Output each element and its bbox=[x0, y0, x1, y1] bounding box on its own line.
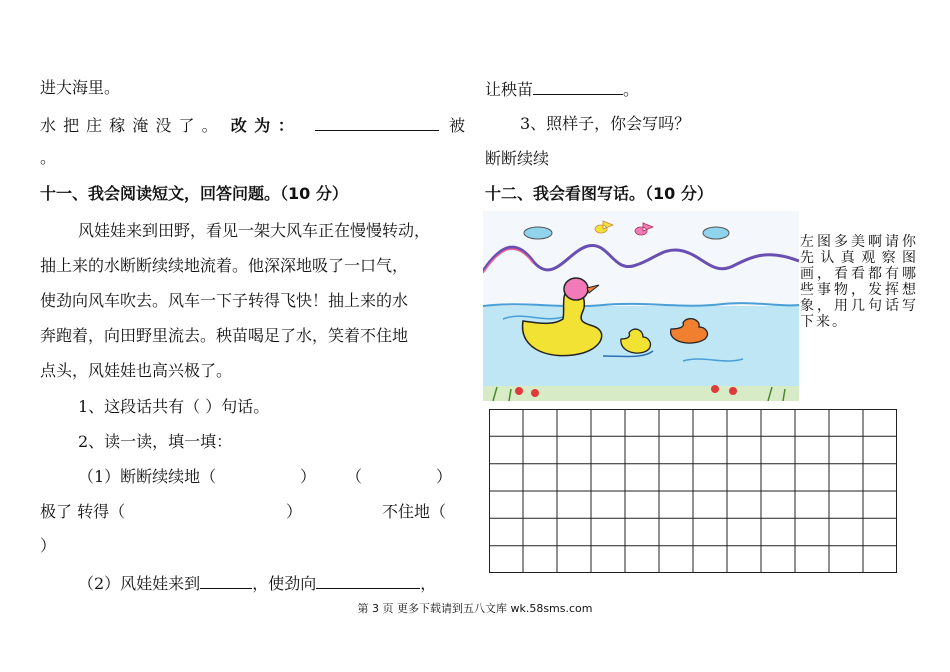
paren-close: ） bbox=[40, 536, 57, 555]
writing-grid[interactable] bbox=[489, 409, 897, 573]
fill-prefix: 让秧苗 bbox=[485, 80, 534, 99]
cloud-icon bbox=[703, 227, 729, 239]
paren-open: （ bbox=[346, 467, 363, 486]
duck-drawing bbox=[483, 211, 799, 401]
passage-line: 风娃娃来到田野，看见一架大风车正在慢慢转动， bbox=[78, 221, 431, 240]
rewrite-sentence bbox=[40, 114, 466, 136]
grass bbox=[483, 386, 799, 401]
rewrite-suffix: 被 bbox=[449, 116, 467, 135]
fill-blank[interactable] bbox=[533, 78, 623, 95]
paren-close: ） bbox=[286, 502, 303, 521]
fill-blank[interactable] bbox=[200, 572, 252, 589]
picture-instruction: 左图多美啊请你先认真观察图画，看看都有哪些事物，发挥想象，用几句话写下来。 bbox=[800, 234, 918, 330]
fill-end: 。 bbox=[623, 80, 640, 99]
question-2-line: 不住地（ bbox=[382, 502, 447, 521]
rewrite-end: 。 bbox=[40, 148, 57, 167]
flower-icon bbox=[729, 387, 737, 395]
section-11-title: 十一、我会阅读短文，回答问题。（10 分） bbox=[40, 184, 348, 203]
flower-icon bbox=[711, 385, 719, 393]
page-footer: 第 3 页 更多下载请到五八文库 wk.58sms.com bbox=[357, 602, 593, 615]
fill-prefix: （2）风娃娃来到 bbox=[78, 574, 201, 593]
question-2-line: （1）断断续续地（ bbox=[78, 467, 217, 486]
flower-icon bbox=[531, 389, 539, 397]
rewrite-blank[interactable] bbox=[315, 114, 439, 131]
passage-line: 抽上来的水断断续续地流着。他深深地吸了一口气， bbox=[40, 256, 409, 275]
rewrite-label: 改 为 ： bbox=[230, 116, 295, 135]
passage-line: 使劲向风车吹去。风车一下子转得飞快！抽上来的水 bbox=[40, 291, 409, 310]
section-12-title: 十二、我会看图写话。（10 分） bbox=[485, 184, 713, 203]
example-word: 断断续续 bbox=[485, 149, 550, 168]
question-1: 1、这段话共有（ ）句话。 bbox=[78, 397, 270, 416]
rewrite-original: 水 把 庄 稼 淹 没 了 。 bbox=[40, 116, 219, 135]
right-top-line bbox=[485, 78, 639, 100]
paren-close: ） bbox=[300, 467, 317, 486]
question-2-fill bbox=[78, 572, 436, 594]
big-duck-head bbox=[564, 278, 588, 300]
question-2: 2、读一读，填一填： bbox=[78, 432, 233, 451]
cloud-icon bbox=[524, 227, 552, 239]
question-2-line: 极了 转得（ bbox=[40, 502, 126, 521]
fill-end: ， bbox=[420, 574, 437, 593]
fill-blank[interactable] bbox=[316, 572, 420, 589]
writing-grid-lines bbox=[489, 409, 897, 573]
question-3: 3、照样子，你会写吗？ bbox=[520, 114, 691, 133]
text-line: 进大海里。 bbox=[40, 78, 121, 97]
passage-line: 奔跑着，向田野里流去。秧苗喝足了水，笑着不住地 bbox=[40, 326, 409, 345]
passage-line: 点头，风娃娃也高兴极了。 bbox=[40, 361, 233, 380]
flower-icon bbox=[515, 387, 523, 395]
paren-close: ） bbox=[436, 467, 453, 486]
fill-middle: ，使劲向 bbox=[252, 574, 317, 593]
